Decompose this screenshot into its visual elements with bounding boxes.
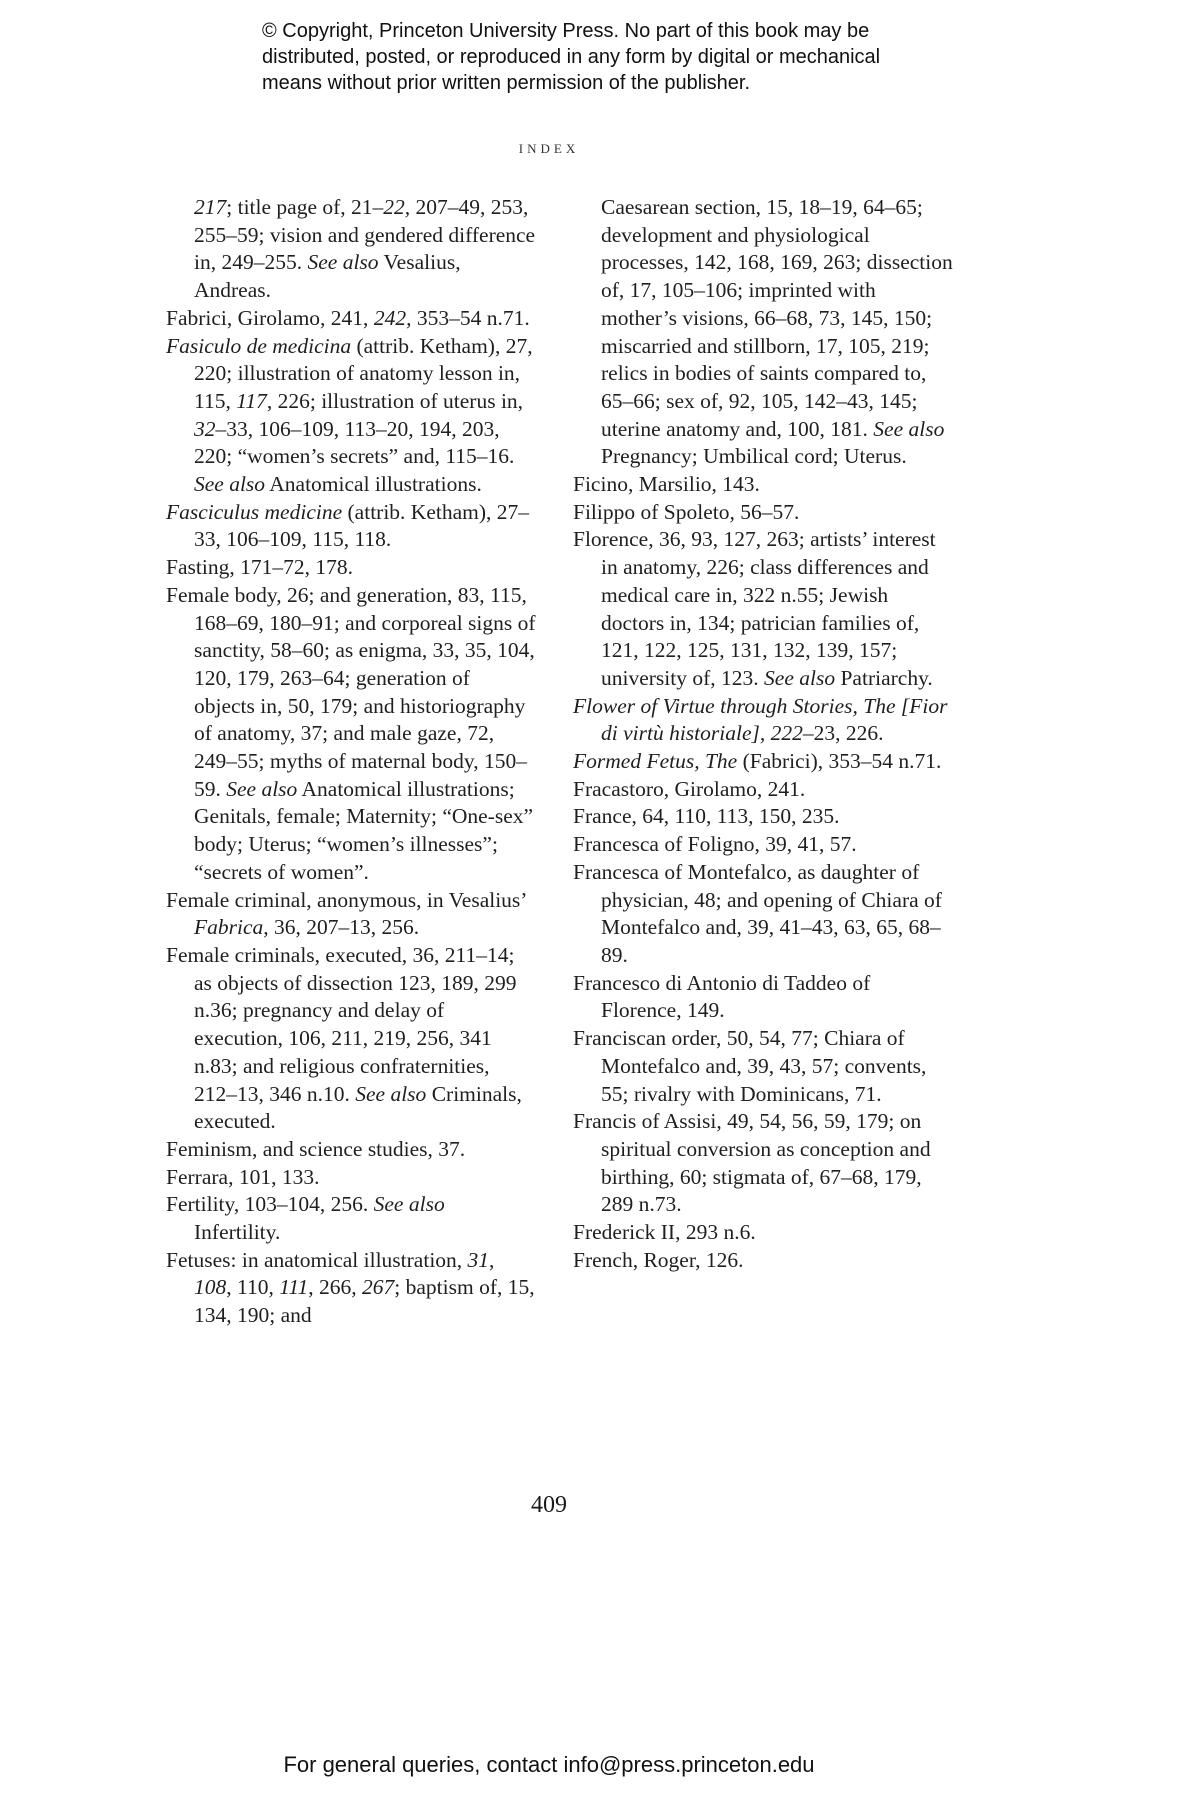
index-entry bbox=[573, 776, 953, 804]
index-entry bbox=[573, 803, 953, 831]
index-entry-italic-text: 217 bbox=[194, 195, 227, 219]
index-entry-italic-text: See also bbox=[764, 665, 836, 690]
index-entry-text: French, Roger, 126. bbox=[573, 1247, 744, 1272]
index-entry-text: , 226; illustration of uterus in, bbox=[266, 388, 524, 413]
index-entry-text: Feminism, and science studies, 37. bbox=[166, 1136, 466, 1161]
index-entry-text: Fabrici, Girolamo, 241, bbox=[166, 305, 374, 330]
index-entry-text: France, 64, 110, 113, 150, 235. bbox=[573, 804, 840, 829]
index-entry-italic-text: 32 bbox=[194, 416, 216, 441]
index-entry-text: Female criminal, anonymous, in Vesalius’ bbox=[166, 887, 526, 912]
index-column-left bbox=[166, 194, 536, 1330]
index-entry-italic-text: See also bbox=[355, 1081, 427, 1106]
index-entry-text: Francis of Assisi, 49, 54, 56, 59, 179; on spiritual conversion as conception and birthing, 60; stigmata of, 67–68, 179, 289 n.73. bbox=[573, 1109, 931, 1217]
index-entry-text: Fracastoro, Girolamo, 241. bbox=[573, 776, 806, 801]
index-entry-text: 353–54 n.71. bbox=[411, 305, 530, 330]
index-entry bbox=[573, 970, 953, 1025]
index-entry bbox=[573, 194, 953, 471]
index-entry-text: Fertility, 103–104, 256. bbox=[166, 1192, 374, 1217]
index-entry bbox=[166, 333, 536, 499]
index-entry-text: ; title page of, 21– bbox=[226, 195, 384, 219]
index-entry-text: 207–49, 253, 255–59; vision and gendered difference in, 249–255. bbox=[194, 195, 536, 275]
index-entry-italic-text: 242, bbox=[373, 305, 412, 330]
index-entry bbox=[166, 582, 536, 887]
index-entry-italic-text: See also bbox=[194, 472, 266, 497]
index-entry bbox=[166, 1247, 536, 1330]
index-entry bbox=[573, 1025, 953, 1108]
index-entry-text: , 36, 207–13, 256. bbox=[263, 915, 420, 940]
index-entry bbox=[166, 942, 536, 1136]
index-entry-text: (Fabrici), 353–54 n.71. bbox=[737, 749, 942, 774]
index-entry-text: (attrib. Ketham), 27–33, 106–109, 115, 118. bbox=[194, 499, 530, 552]
index-entry-text: Vesalius, Andreas. bbox=[194, 250, 461, 303]
index-entry bbox=[166, 554, 536, 582]
index-entry-text: Francesca of Montefalco, as daughter of physician, 48; and opening of Chiara of Montefalco and, 39, 41–43, 63, 65, 68–89. bbox=[573, 859, 942, 967]
index-entry bbox=[573, 499, 953, 527]
index-entry-text: –23, 226. bbox=[802, 721, 884, 746]
index-entry-italic-text: 22, bbox=[383, 195, 411, 219]
index-entry-text: Caesarean section, 15, 18–19, 64–65; development and physiological processes, 142, 168, 169, 263; dissection of, 17, 105–106; imprinted with mother’s visions, 66–68, 73, 145, 150; miscarried and stillborn, 17, 105, 219; relics in bodies of saints compared to, 65–66; sex of, 92, 105, 142–43, 145; uterine anatomy and, 100, 181. bbox=[601, 195, 953, 441]
index-entry bbox=[573, 526, 953, 692]
index-entry bbox=[573, 831, 953, 859]
index-entry-italic-text: 111 bbox=[279, 1275, 309, 1300]
index-entry bbox=[573, 471, 953, 499]
running-head: INDEX bbox=[518, 141, 580, 156]
index-entry-text: Female criminals, executed, 36, 211–14; as objects of dissection 123, 189, 299 n.36; pregnancy and delay of execution, 106, 211, 219, 256, 341 n.83; and religious confraternities, 212–13, 346 n.10. bbox=[166, 942, 517, 1106]
index-entry bbox=[166, 305, 536, 333]
index-entry-text: Anatomical illustrations. bbox=[265, 472, 482, 497]
index-entry-text: Ferrara, 101, 133. bbox=[166, 1164, 320, 1189]
index-entry-text: Criminals, executed. bbox=[194, 1081, 522, 1134]
copyright-notice bbox=[262, 18, 962, 96]
index-entry-italic-text: Fasiculo de medicina bbox=[166, 333, 352, 358]
index-entry-text: Florence, 36, 93, 127, 263; artists’ interest in anatomy, 226; class differences and medical care in, 322 n.55; Jewish doctors in, 134; patrician families of, 121, 122, 125, 131, 132, 139, 157; university of, 123. bbox=[573, 527, 936, 690]
index-entry-italic-text: Flower of Virtue through Stories, The [Fior di virtù historiale], 222 bbox=[573, 693, 948, 746]
index-entry-italic-text: 108 bbox=[194, 1275, 227, 1300]
index-entry bbox=[166, 1164, 536, 1192]
index-entry-text: Filippo of Spoleto, 56–57. bbox=[573, 499, 800, 524]
page-number: 409 bbox=[531, 1492, 567, 1518]
index-entry-italic-text: Fasciculus medicine bbox=[166, 499, 343, 524]
index-entry bbox=[573, 1247, 953, 1275]
index-entry-text: Patriarchy. bbox=[835, 665, 933, 690]
index-entry bbox=[166, 194, 536, 305]
index-entry-text: , 266, bbox=[308, 1275, 363, 1300]
index-entry-text: (attrib. Ketham), 27, 220; illustration of anatomy lesson in, 115, bbox=[194, 333, 533, 413]
index-entry-text: –33, 106–109, 113–20, 194, 203, 220; “women’s secrets” and, 115–16. bbox=[194, 416, 515, 469]
copyright-line: © Copyright, Princeton University Press. No part of this book may be bbox=[262, 20, 870, 42]
index-entry bbox=[573, 748, 953, 776]
index-entry bbox=[166, 887, 536, 942]
index-entry bbox=[573, 1219, 953, 1247]
index-entry bbox=[573, 1108, 953, 1219]
index-column-right bbox=[573, 194, 953, 1274]
index-entry-text: , bbox=[489, 1247, 495, 1272]
index-entry-text: Ficino, Marsilio, 143. bbox=[573, 472, 760, 497]
copyright-line: means without prior written permission of the publisher. bbox=[262, 72, 751, 94]
index-entry-italic-text: See also bbox=[307, 250, 379, 275]
index-entry-text: Franciscan order, 50, 54, 77; Chiara of Montefalco and, 39, 43, 57; convents, 55; rivalry with Dominicans, 71. bbox=[573, 1026, 927, 1106]
index-entry-italic-text: Fabrica bbox=[194, 915, 264, 940]
index-entry-text: , 110, bbox=[226, 1275, 280, 1300]
index-entry-italic-text: See also bbox=[873, 416, 945, 441]
index-entry-text: Anatomical illustrations; Genitals, female; Maternity; “One-sex” body; Uterus; “women’s illnesses”; “secrets of women”. bbox=[194, 776, 534, 884]
index-entry-italic-text: 117 bbox=[236, 388, 267, 413]
index-entry-text: Infertility. bbox=[194, 1220, 281, 1245]
copyright-line: distributed, posted, or reproduced in any form by digital or mechanical bbox=[262, 46, 881, 68]
index-entry-text: Female body, 26; and generation, 83, 115, 168–69, 180–91; and corporeal signs of sanctity, 58–60; as enigma, 33, 35, 104, 120, 179, 263–64; generation of objects in, 50, 179; and historiography of anatomy, 37; and male gaze, 72, 249–55; myths of maternal body, 150–59. bbox=[166, 582, 536, 801]
index-entry-italic-text: 267 bbox=[362, 1275, 395, 1300]
index-entry-text: Frederick II, 293 n.6. bbox=[573, 1220, 756, 1245]
index-entry bbox=[166, 1136, 536, 1164]
index-entry-text: Pregnancy; Umbilical cord; Uterus. bbox=[601, 444, 907, 469]
index-entry bbox=[166, 499, 536, 554]
index-entry bbox=[573, 859, 953, 970]
index-entry-text: Francesco di Antonio di Taddeo of Florence, 149. bbox=[573, 970, 871, 1023]
index-entry bbox=[573, 693, 953, 748]
index-entry-text: ; baptism of, 15, 134, 190; and bbox=[194, 1275, 535, 1328]
index-entry-italic-text: Formed Fetus, The bbox=[573, 749, 738, 774]
index-entry-text: Fasting, 171–72, 178. bbox=[166, 555, 353, 580]
index-entry-italic-text: See also bbox=[226, 776, 298, 801]
index-entry-italic-text: 31 bbox=[467, 1247, 490, 1272]
index-entry-text: Fetuses: in anatomical illustration, bbox=[166, 1247, 468, 1272]
index-entry-text: Francesca of Foligno, 39, 41, 57. bbox=[573, 832, 857, 857]
index-entry-italic-text: See also bbox=[373, 1192, 445, 1217]
index-entry bbox=[166, 1191, 536, 1246]
footer-contact: For general queries, contact info@press.princeton.edu bbox=[283, 1752, 815, 1777]
